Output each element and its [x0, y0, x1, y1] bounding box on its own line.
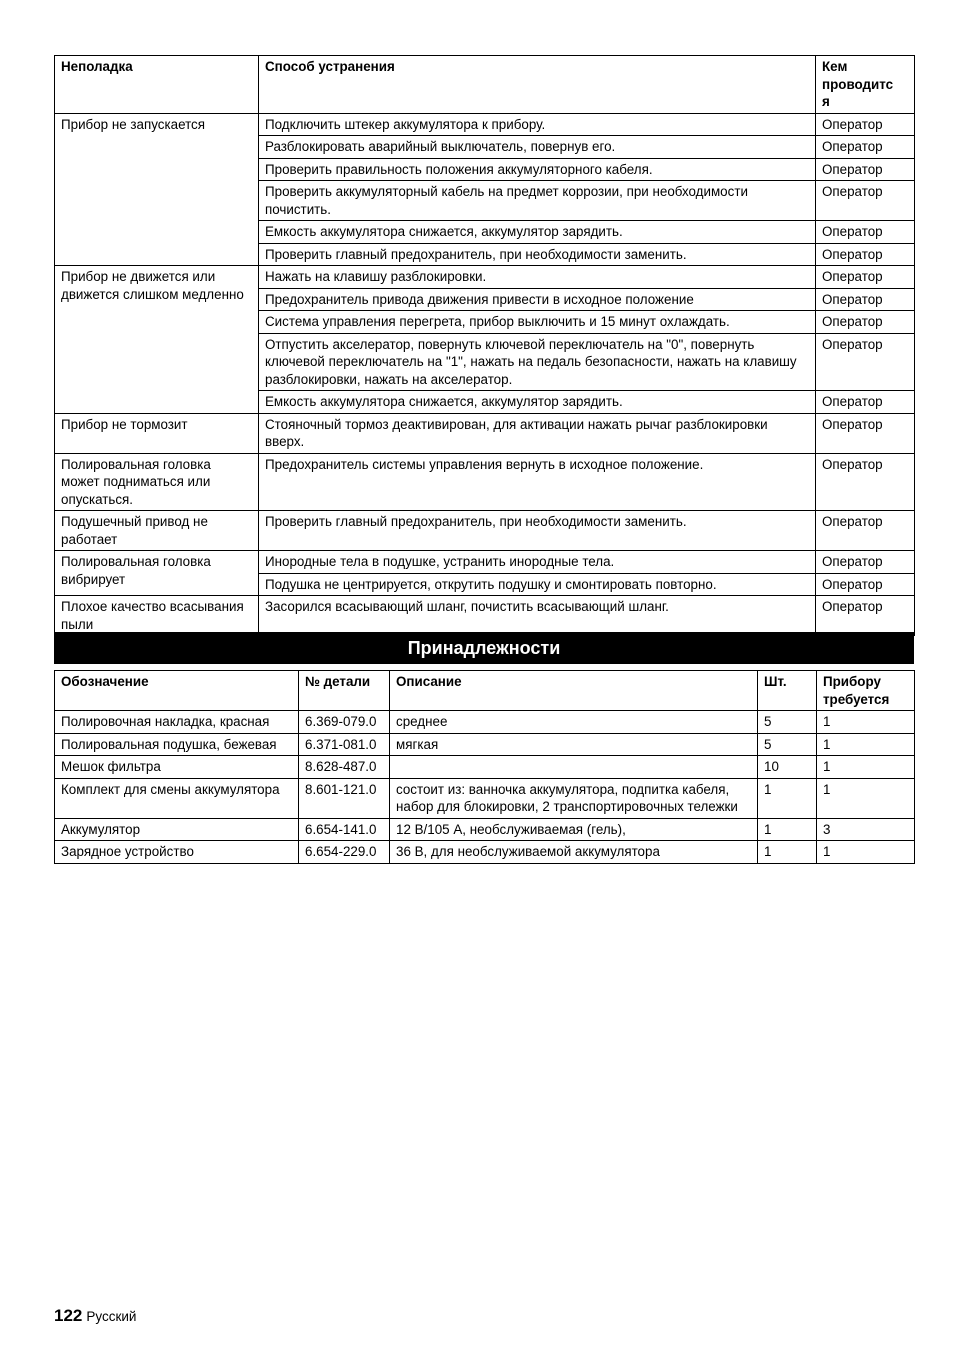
- performed-by-cell: Оператор: [816, 333, 915, 391]
- header-fault: Неполадка: [55, 56, 259, 114]
- required-cell: 1: [817, 733, 915, 756]
- quantity-cell: 5: [758, 733, 817, 756]
- header-remedy: Способ устранения: [259, 56, 816, 114]
- performed-by-cell: Оператор: [816, 311, 915, 334]
- footer-language: Pусский: [86, 1309, 137, 1324]
- description-cell: 36 В, для необслуживаемой аккумулятора: [390, 841, 758, 864]
- designation-cell: Полировальная подушка, бежевая: [55, 733, 299, 756]
- performed-by-cell: Оператор: [816, 596, 915, 636]
- designation-cell: Полировочная накладка, красная: [55, 711, 299, 734]
- table-row: [55, 511, 915, 551]
- required-cell: 1: [817, 756, 915, 779]
- remedy-cell: Предохранитель системы управления вернуть в исходное положение.: [259, 453, 816, 511]
- performed-by-cell: Оператор: [816, 243, 915, 266]
- page-footer: [54, 1306, 136, 1326]
- description-cell: состоит из: ванночка аккумулятора, подпитка кабеля, набор для блокировки, 2 транспортировочных тележки: [390, 778, 758, 818]
- performed-by-cell: Оператор: [816, 573, 915, 596]
- description-cell: [390, 756, 758, 779]
- troubleshooting-header-row: [55, 56, 915, 114]
- remedy-cell: Предохранитель привода движения привести в исходное положение: [259, 288, 816, 311]
- table-row: [55, 818, 915, 841]
- part-number-cell: 8.601-121.0: [299, 778, 390, 818]
- remedy-cell: Система управления перегрета, прибор выключить и 15 минут охлаждать.: [259, 311, 816, 334]
- table-row: [55, 596, 915, 636]
- table-row: [55, 551, 915, 574]
- performed-by-cell: Оператор: [816, 413, 915, 453]
- description-cell: среднее: [390, 711, 758, 734]
- required-cell: 1: [817, 778, 915, 818]
- table-row: [55, 756, 915, 779]
- description-cell: мягкая: [390, 733, 758, 756]
- header-quantity: Шт.: [758, 671, 817, 711]
- description-cell: 12 В/105 А, необслуживаемая (гель),: [390, 818, 758, 841]
- remedy-cell: Подключить штекер аккумулятора к прибору.: [259, 113, 816, 136]
- remedy-cell: Проверить главный предохранитель, при необходимости заменить.: [259, 243, 816, 266]
- remedy-cell: Подушка не центрируется, открутить подушку и смонтировать повторно.: [259, 573, 816, 596]
- table-row: [55, 266, 915, 289]
- performed-by-cell: Оператор: [816, 221, 915, 244]
- quantity-cell: 5: [758, 711, 817, 734]
- header-description: Описание: [390, 671, 758, 711]
- performed-by-cell: Оператор: [816, 266, 915, 289]
- remedy-cell: Емкость аккумулятора снижается, аккумулятор зарядить.: [259, 221, 816, 244]
- remedy-cell: Инородные тела в подушке, устранить инородные тела.: [259, 551, 816, 574]
- accessories-section-title: Принадлежности: [54, 632, 914, 664]
- remedy-cell: Разблокировать аварийный выключатель, повернув его.: [259, 136, 816, 159]
- troubleshooting-table: [54, 55, 915, 636]
- table-row: [55, 778, 915, 818]
- table-row: [55, 733, 915, 756]
- header-required: Прибору требуется: [817, 671, 915, 711]
- accessories-table: [54, 670, 915, 864]
- header-designation: Обозначение: [55, 671, 299, 711]
- fault-cell: Плохое качество всасывания пыли: [55, 596, 259, 636]
- required-cell: 3: [817, 818, 915, 841]
- part-number-cell: 6.369-079.0: [299, 711, 390, 734]
- remedy-cell: Проверить правильность положения аккумуляторного кабеля.: [259, 158, 816, 181]
- remedy-cell: Стояночный тормоз деактивирован, для активации нажать рычаг разблокировки вверх.: [259, 413, 816, 453]
- fault-cell: Полировальная головка вибрирует: [55, 551, 259, 596]
- designation-cell: Аккумулятор: [55, 818, 299, 841]
- designation-cell: Комплект для смены аккумулятора: [55, 778, 299, 818]
- performed-by-cell: Оператор: [816, 511, 915, 551]
- performed-by-cell: Оператор: [816, 158, 915, 181]
- table-row: [55, 841, 915, 864]
- quantity-cell: 1: [758, 818, 817, 841]
- performed-by-cell: Оператор: [816, 551, 915, 574]
- quantity-cell: 1: [758, 841, 817, 864]
- page-number: 122: [54, 1306, 83, 1325]
- header-performed-by: Кем проводитс я: [816, 56, 915, 114]
- remedy-cell: Емкость аккумулятора снижается, аккумулятор зарядить.: [259, 391, 816, 414]
- remedy-cell: Отпустить акселератор, повернуть ключевой переключатель на "0", повернуть ключевой переключатель на "1", нажать на педаль безопасности, нажать на клавишу разблокировки, нажать на акселератор.: [259, 333, 816, 391]
- designation-cell: Мешок фильтра: [55, 756, 299, 779]
- performed-by-cell: Оператор: [816, 181, 915, 221]
- accessories-header-row: [55, 671, 915, 711]
- required-cell: 1: [817, 841, 915, 864]
- quantity-cell: 1: [758, 778, 817, 818]
- remedy-cell: Засорился всасывающий шланг, почистить всасывающий шланг.: [259, 596, 816, 636]
- designation-cell: Зарядное устройство: [55, 841, 299, 864]
- fault-cell: Полировальная головка может подниматься или опускаться.: [55, 453, 259, 511]
- fault-cell: Прибор не движется или движется слишком медленно: [55, 266, 259, 414]
- part-number-cell: 8.628-487.0: [299, 756, 390, 779]
- fault-cell: Прибор не запускается: [55, 113, 259, 266]
- remedy-cell: Проверить аккумуляторный кабель на предмет коррозии, при необходимости почистить.: [259, 181, 816, 221]
- performed-by-cell: Оператор: [816, 288, 915, 311]
- table-row: [55, 413, 915, 453]
- performed-by-cell: Оператор: [816, 391, 915, 414]
- performed-by-cell: Оператор: [816, 136, 915, 159]
- table-row: [55, 711, 915, 734]
- part-number-cell: 6.654-141.0: [299, 818, 390, 841]
- table-row: [55, 113, 915, 136]
- quantity-cell: 10: [758, 756, 817, 779]
- remedy-cell: Нажать на клавишу разблокировки.: [259, 266, 816, 289]
- header-part-number: № детали: [299, 671, 390, 711]
- part-number-cell: 6.371-081.0: [299, 733, 390, 756]
- fault-cell: Прибор не тормозит: [55, 413, 259, 453]
- remedy-cell: Проверить главный предохранитель, при необходимости заменить.: [259, 511, 816, 551]
- required-cell: 1: [817, 711, 915, 734]
- table-row: [55, 453, 915, 511]
- part-number-cell: 6.654-229.0: [299, 841, 390, 864]
- performed-by-cell: Оператор: [816, 453, 915, 511]
- fault-cell: Подушечный привод не работает: [55, 511, 259, 551]
- performed-by-cell: Оператор: [816, 113, 915, 136]
